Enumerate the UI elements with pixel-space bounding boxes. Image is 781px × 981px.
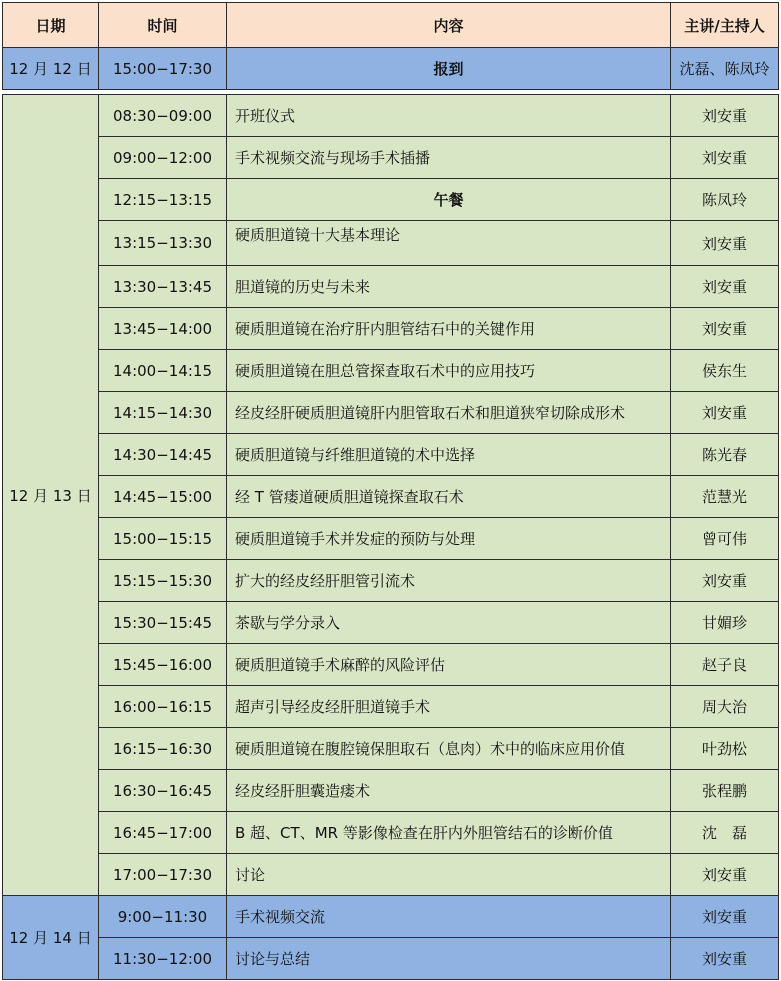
time-cell: 15:00−17:30 [99,48,227,90]
host-cell: 叶劲松 [671,728,779,770]
content-cell: 经 T 管瘘道硬质胆道镜探查取石术 [227,476,671,518]
content-cell: 超声引导经皮经肝胆道镜手术 [227,686,671,728]
table-row [3,938,779,980]
header-content: 内容 [227,3,671,48]
header-time: 时间 [99,3,227,48]
host-cell: 刘安重 [671,221,779,266]
host-cell: 沈磊、陈凤玲 [671,48,779,90]
content-cell: 硬质胆道镜手术并发症的预防与处理 [227,518,671,560]
table-row [3,896,779,938]
content-cell: 扩大的经皮经肝胆管引流术 [227,560,671,602]
time-cell: 13:45−14:00 [99,308,227,350]
table-row [3,434,779,476]
time-cell: 9:00−11:30 [99,896,227,938]
content-cell: 讨论 [227,854,671,896]
content-cell: 硬质胆道镜手术麻醉的风险评估 [227,644,671,686]
host-cell: 侯东生 [671,350,779,392]
host-cell: 曾可伟 [671,518,779,560]
host-cell: 陈光春 [671,434,779,476]
time-cell: 14:15−14:30 [99,392,227,434]
content-cell: 硬质胆道镜十大基本理论 [227,221,671,266]
table-row [3,518,779,560]
content-cell: 胆道镜的历史与未来 [227,266,671,308]
table-row [3,179,779,221]
table-row [3,308,779,350]
table-row [3,728,779,770]
table-row [3,266,779,308]
content-cell: 手术视频交流与现场手术插播 [227,137,671,179]
content-cell: 硬质胆道镜在治疗肝内胆管结石中的关键作用 [227,308,671,350]
content-cell: 硬质胆道镜在胆总管探查取石术中的应用技巧 [227,350,671,392]
date-cell: 12 月 12 日 [3,48,99,90]
header-row [3,3,779,48]
table-row [3,560,779,602]
content-cell: 午餐 [227,179,671,221]
content-cell: 硬质胆道镜在腹腔镜保胆取石（息肉）术中的临床应用价值 [227,728,671,770]
time-cell: 14:45−15:00 [99,476,227,518]
date-cell: 12 月 13 日 [3,95,99,896]
content-cell: B 超、CT、MR 等影像检查在肝内外胆管结石的诊断价值 [227,812,671,854]
host-cell: 刘安重 [671,392,779,434]
host-cell: 周大治 [671,686,779,728]
time-cell: 15:45−16:00 [99,644,227,686]
time-cell: 14:00−14:15 [99,350,227,392]
table-row [3,770,779,812]
time-cell: 17:00−17:30 [99,854,227,896]
time-cell: 15:00−15:15 [99,518,227,560]
table-row [3,350,779,392]
table-row [3,644,779,686]
host-cell: 陈凤玲 [671,179,779,221]
table-row [3,602,779,644]
content-cell: 茶歇与学分录入 [227,602,671,644]
header-date: 日期 [3,3,99,48]
date-cell: 12 月 14 日 [3,896,99,980]
time-cell: 15:15−15:30 [99,560,227,602]
host-cell: 刘安重 [671,95,779,137]
time-cell: 12:15−13:15 [99,179,227,221]
table-row [3,137,779,179]
table-row [3,392,779,434]
host-cell: 刘安重 [671,896,779,938]
host-cell: 刘安重 [671,137,779,179]
content-cell: 手术视频交流 [227,896,671,938]
host-cell: 甘媚珍 [671,602,779,644]
time-cell: 11:30−12:00 [99,938,227,980]
content-cell: 报到 [227,48,671,90]
host-cell: 沈 磊 [671,812,779,854]
content-cell: 经皮经肝胆囊造瘘术 [227,770,671,812]
time-cell: 16:30−16:45 [99,770,227,812]
time-cell: 14:30−14:45 [99,434,227,476]
table-row [3,686,779,728]
content-cell: 开班仪式 [227,95,671,137]
table-row [3,95,779,137]
time-cell: 15:30−15:45 [99,602,227,644]
time-cell: 09:00−12:00 [99,137,227,179]
content-cell: 讨论与总结 [227,938,671,980]
time-cell: 16:15−16:30 [99,728,227,770]
table-row [3,48,779,90]
table-row [3,476,779,518]
host-cell: 刘安重 [671,266,779,308]
time-cell: 08:30−09:00 [99,95,227,137]
table-row [3,854,779,896]
content-cell: 硬质胆道镜与纤维胆道镜的术中选择 [227,434,671,476]
table-row [3,221,779,266]
content-cell: 经皮经肝硬质胆道镜肝内胆管取石术和胆道狭窄切除成形术 [227,392,671,434]
time-cell: 13:30−13:45 [99,266,227,308]
host-cell: 张程鹏 [671,770,779,812]
host-cell: 刘安重 [671,938,779,980]
host-cell: 范慧光 [671,476,779,518]
host-cell: 刘安重 [671,854,779,896]
time-cell: 16:00−16:15 [99,686,227,728]
header-host: 主讲/主持人 [671,3,779,48]
table-row [3,812,779,854]
schedule-table [2,2,779,980]
time-cell: 16:45−17:00 [99,812,227,854]
host-cell: 刘安重 [671,308,779,350]
host-cell: 赵子良 [671,644,779,686]
host-cell: 刘安重 [671,560,779,602]
time-cell: 13:15−13:30 [99,221,227,266]
